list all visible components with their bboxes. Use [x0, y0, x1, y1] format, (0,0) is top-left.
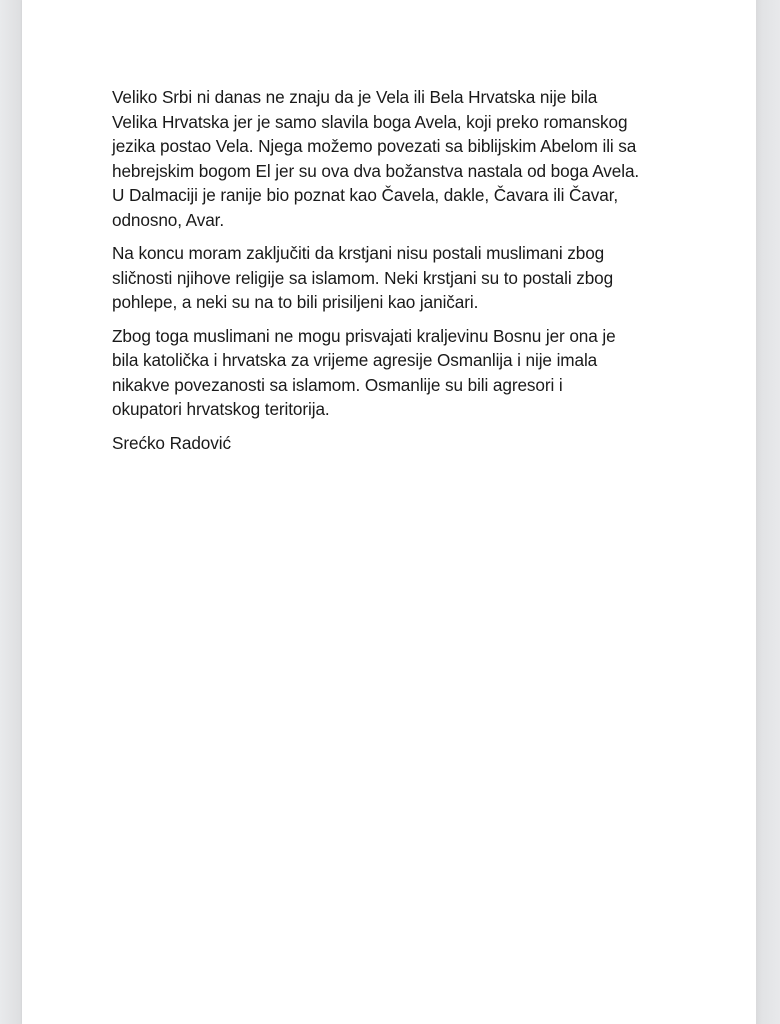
text-line: bila katolička i hrvatska za vrijeme agresije Osmanlija i nije imala	[112, 350, 598, 370]
text-line: jezika postao Vela. Njega možemo povezati sa biblijskim Abelom ili sa	[112, 136, 637, 156]
text-line: U Dalmaciji je ranije bio poznat kao Čavela, dakle, Čavara ili Čavar,	[112, 185, 619, 205]
text-line: pohlepe, a neki su na to bili prisiljeni kao janičari.	[112, 292, 479, 312]
paragraph-1	[112, 85, 672, 232]
text-line: Zbog toga muslimani ne mogu prisvajati kraljevinu Bosnu jer ona je	[112, 325, 616, 346]
text-line: odnosno, Avar.	[112, 209, 225, 230]
text-line: sličnosti njihove religije sa islamom. Neki krstjani su to postali zbog	[112, 267, 614, 288]
text-line: hebrejskim bogom El jer su ova dva božanstva nastala od boga Avela.	[112, 160, 640, 181]
document-body	[112, 85, 672, 464]
text-line: nikakve povezanosti sa islamom. Osmanlije su bili agresori i	[112, 374, 563, 395]
document-page	[22, 0, 756, 1024]
paragraph-3	[112, 324, 672, 422]
text-line: Na koncu moram zaključiti da krstjani nisu postali muslimani zbog	[112, 243, 605, 263]
signature-text: Srećko Radović	[112, 432, 231, 453]
text-line: okupatori hrvatskog teritorija.	[112, 399, 330, 419]
text-line: Velika Hrvatska jer je samo slavila boga Avela, koji preko romanskog	[112, 111, 628, 132]
paragraph-2	[112, 241, 672, 315]
text-line: Veliko Srbi ni danas ne znaju da je Vela ili Bela Hrvatska nije bila	[112, 87, 598, 107]
signature	[112, 431, 672, 456]
